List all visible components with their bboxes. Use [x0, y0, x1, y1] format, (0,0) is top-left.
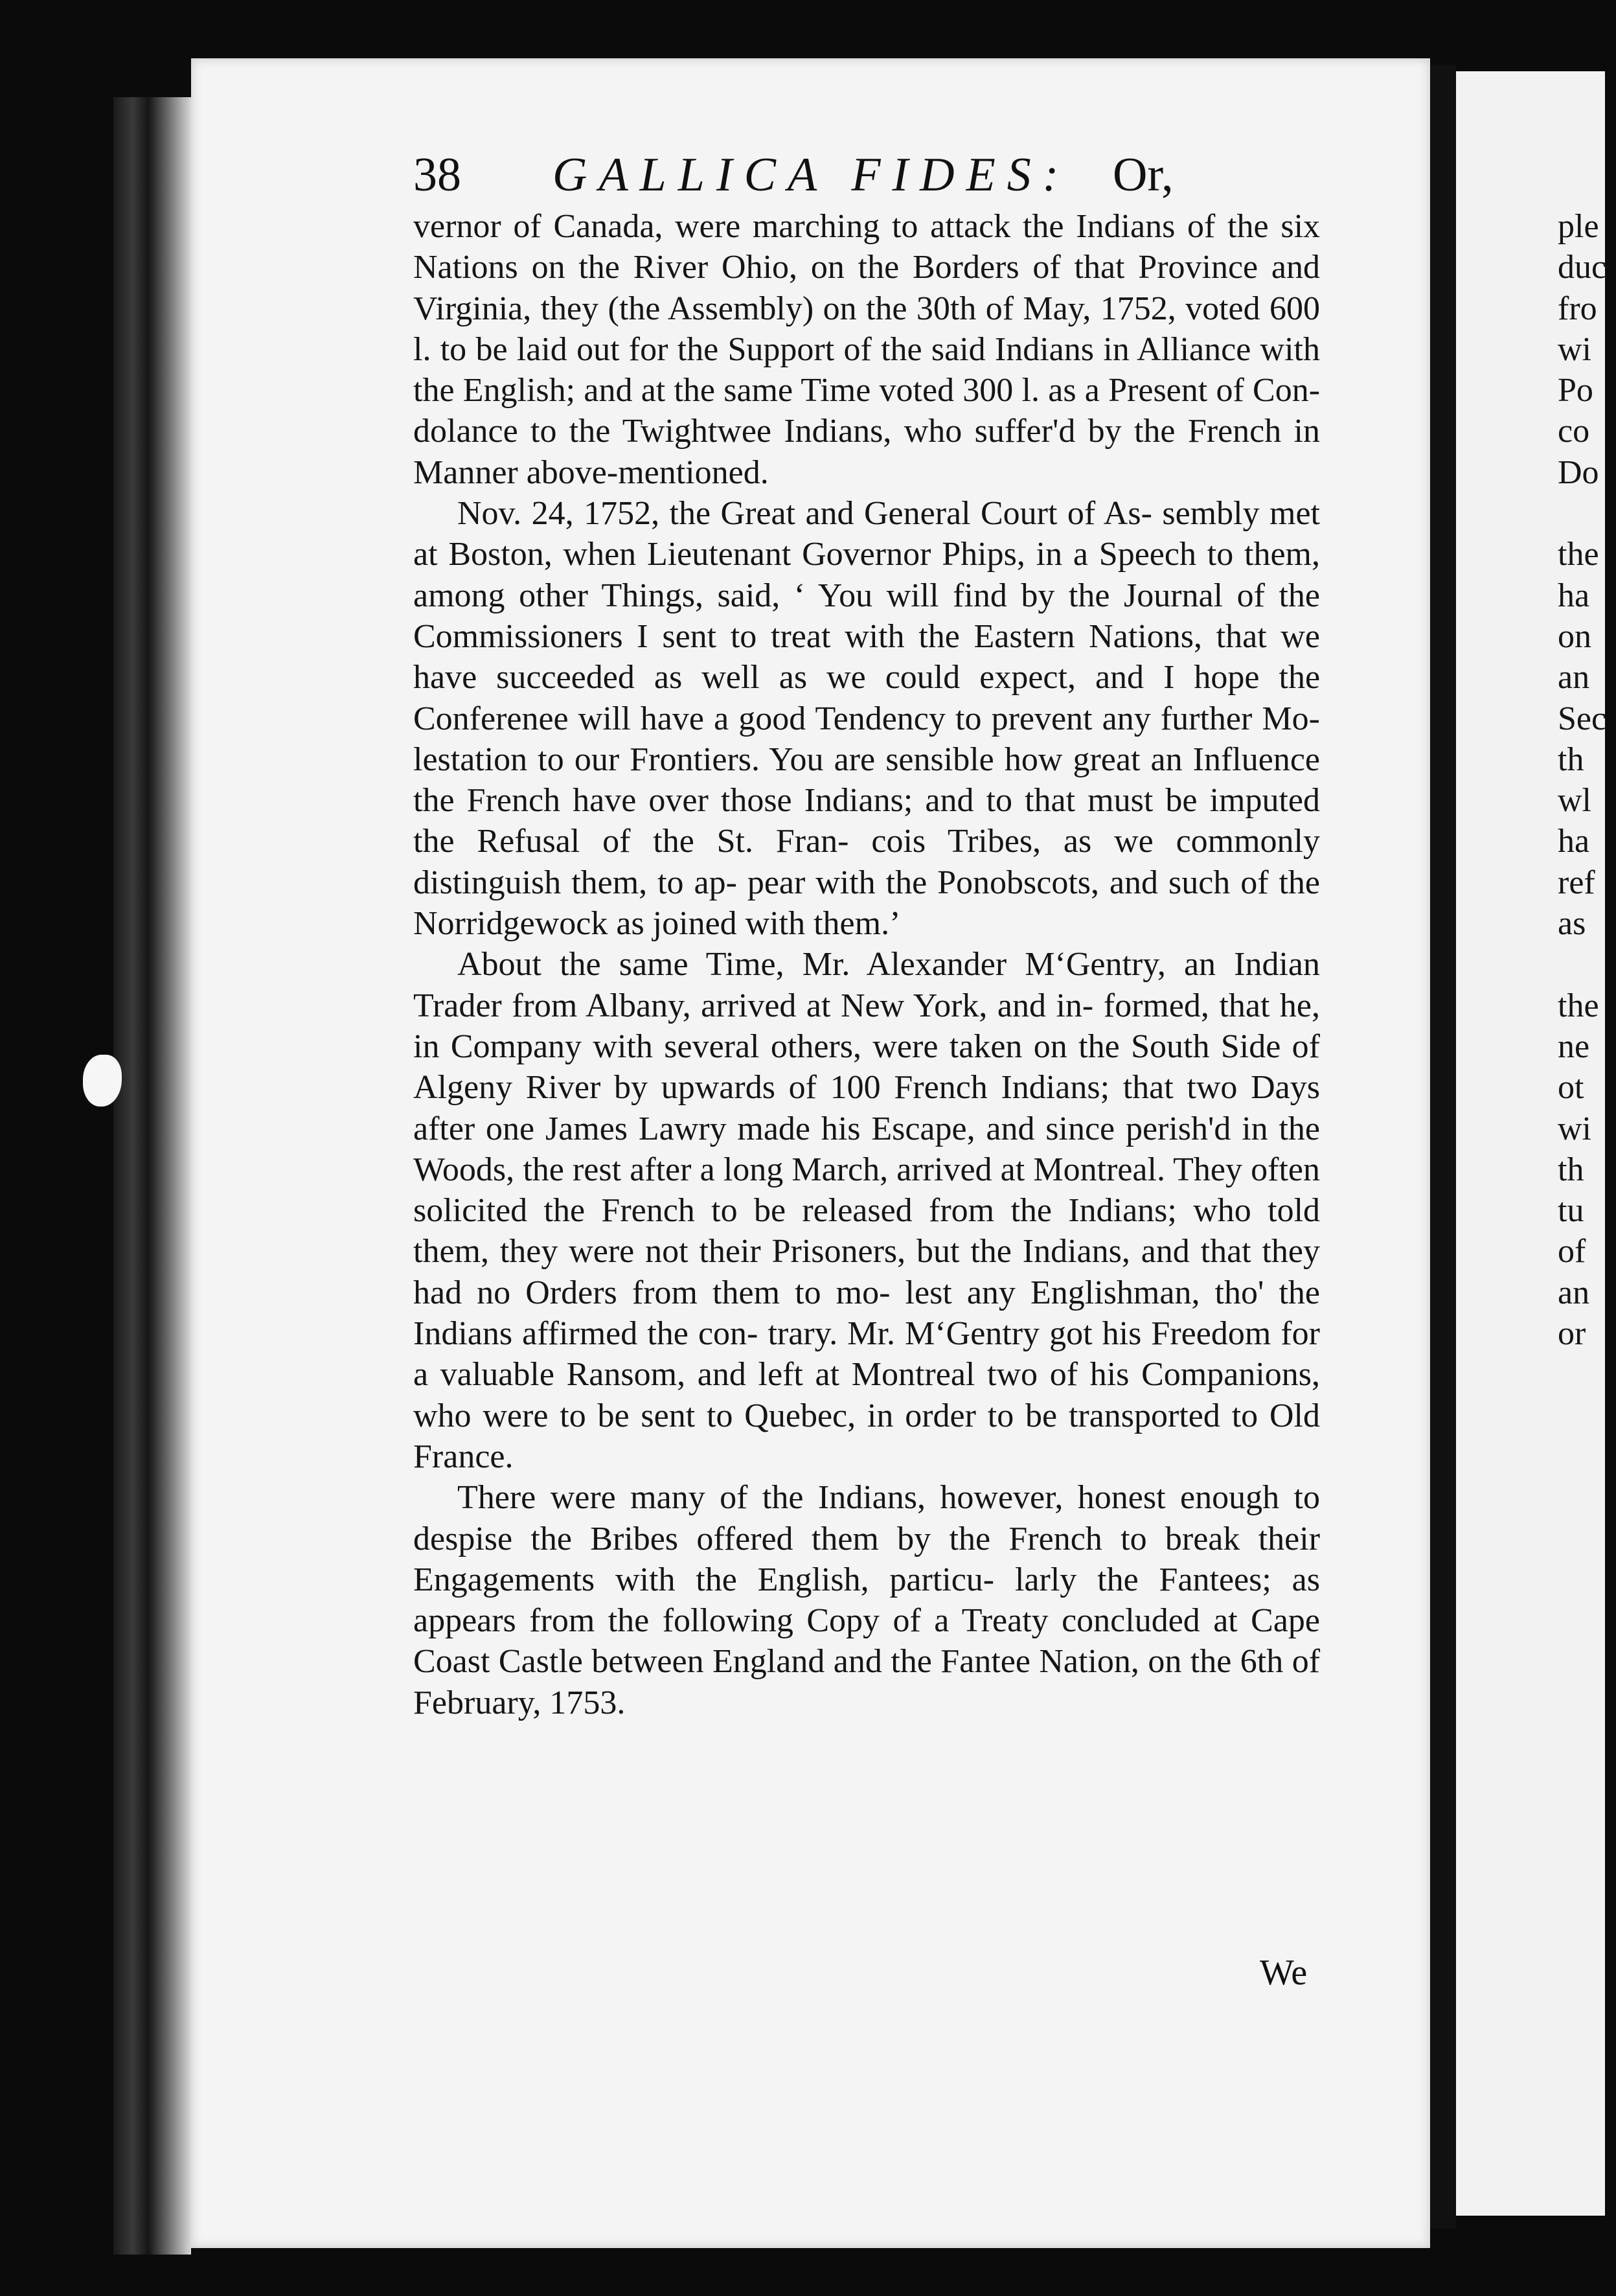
paragraph — [413, 206, 1320, 493]
next-page-line: ple — [1558, 208, 1599, 245]
text-line: as joined with them.’ — [616, 905, 901, 943]
next-page-line: ha — [1558, 577, 1590, 614]
text-line: Indians, and that they had no Orders from them to mo- — [413, 1233, 1321, 1311]
next-page-line: duc — [1558, 249, 1607, 286]
page-gutter — [1430, 65, 1456, 2229]
next-page-line — [1558, 944, 1616, 985]
text-line: About the same Time, Mr. Alexander M‘Gentry, an — [457, 946, 1216, 983]
text-line: dolance to the Twightwee Indians, who suffer'd by the — [413, 413, 1176, 450]
text-line: Support of the said Indians in Alliance with the English; — [413, 330, 1321, 409]
text-line: 30th of May, 1752, voted 600 l. to be laid out for the — [413, 290, 1321, 368]
text-line: Indian Trader from Albany, arrived at New York, and in- — [413, 946, 1321, 1024]
text-line: taken on the South Side of Algeny River by upwards of — [413, 1027, 1321, 1107]
body-text — [413, 206, 1320, 1723]
text-line: larly the Fantees; as appears from the following Copy of — [413, 1561, 1320, 1640]
next-page-line: th — [1558, 740, 1584, 778]
text-line: Nov. 24, 1752, the Great and General Court of As- — [457, 495, 1152, 533]
text-line: will find by the Journal of the Commissioners I sent to — [413, 577, 1321, 655]
text-line: in a Speech to them, among other Things, said, ‘ You — [413, 536, 1321, 614]
text-line: There were many of the Indians, however, honest — [457, 1479, 1166, 1517]
next-page-line: the — [1558, 987, 1599, 1024]
text-line: who told them, they were not their Prisoners, but the — [413, 1192, 1321, 1270]
next-page-line: th — [1558, 1151, 1584, 1188]
next-page-line: wi — [1558, 330, 1591, 368]
text-line: formed, that he, in Company with several others, were — [413, 987, 1320, 1065]
text-line: to that must be imputed the Refusal of the St. Fran- — [413, 782, 1321, 860]
text-line: to Old France. — [413, 1397, 1320, 1475]
text-line: pear with the Ponobscots, and such of the Norridgewock — [413, 864, 1320, 943]
running-title-end: Or, — [1113, 148, 1174, 201]
text-line: cois Tribes, as we commonly distinguish them, to ap- — [413, 823, 1320, 901]
paragraph — [413, 1477, 1320, 1723]
text-line: of the six Nations on the River Ohio, on the Borders of — [413, 208, 1321, 286]
next-page-line: ne — [1558, 1027, 1590, 1065]
text-line: as well as we could expect, and I hope the Conferenee — [413, 659, 1321, 737]
text-line: Lawry made his Escape, and since perish'd in the Woods, — [413, 1110, 1321, 1188]
page-number: 38 — [413, 148, 461, 201]
text-line: that Province and Virginia, they (the Assembly) on the — [413, 249, 1321, 327]
next-page-line: the — [1558, 536, 1599, 573]
next-page-line: wi — [1558, 1110, 1591, 1147]
text-line: the rest after a long March, arrived at Montreal. They — [523, 1151, 1243, 1188]
next-page-text — [1558, 206, 1616, 1354]
next-page-line: of — [1558, 1233, 1586, 1270]
text-line: lest any Englishman, tho' the Indians affirmed the con- — [413, 1274, 1320, 1353]
text-line: who were to be sent to Quebec, in order to be transported — [413, 1397, 1220, 1434]
text-line: vernor of Canada, were marching to attack the Indians — [413, 208, 1176, 245]
text-line: sembly met at Boston, when Lieutenant Governor Phips, — [413, 495, 1320, 573]
text-line: lestation to our Frontiers. You are sensible how great — [413, 740, 1141, 778]
text-line: to break their Engagements with the English, particu- — [413, 1520, 1321, 1598]
book-edge — [113, 97, 191, 2255]
next-page-line: ref — [1558, 864, 1595, 901]
text-line: an Influence the French have over those Indians; and — [413, 740, 1320, 820]
next-page-line: Do — [1558, 453, 1599, 491]
next-page-line: as — [1558, 905, 1586, 943]
next-page-line: an — [1558, 659, 1590, 696]
text-line: a Treaty concluded at Cape Coast Castle between England — [413, 1602, 1321, 1681]
next-page-line: co — [1558, 413, 1590, 450]
next-page-line: or — [1558, 1315, 1586, 1353]
text-line: French in Manner above-mentioned. — [413, 413, 1320, 491]
next-page-line: Sec — [1558, 700, 1607, 737]
catchword: We — [1260, 1953, 1308, 1993]
next-page-line: ha — [1558, 823, 1590, 860]
text-line: trary. Mr. M‘Gentry got his Freedom for a valuable — [413, 1315, 1320, 1394]
running-header — [413, 136, 1320, 214]
next-page-line — [1558, 493, 1616, 534]
text-line: treat with the Eastern Nations, that we have succeeded — [413, 617, 1321, 696]
paragraph — [413, 944, 1320, 1477]
running-title: GALLICA FIDES: — [552, 148, 1071, 201]
next-page-line: Po — [1558, 372, 1593, 409]
text-line: 100 French Indians; that two Days after one James — [413, 1069, 1320, 1147]
text-line: often solicited the French to be released from the Indians; — [413, 1151, 1321, 1230]
text-line: enough to despise the Bribes offered them by the French — [413, 1479, 1321, 1557]
next-page-line: ot — [1558, 1069, 1584, 1107]
next-page-line: fro — [1558, 290, 1597, 327]
next-page-line: on — [1558, 617, 1591, 655]
text-line: will have a good Tendency to prevent any further Mo- — [578, 700, 1320, 737]
text-line: Ransom, and left at Montreal two of his Companions, — [566, 1356, 1321, 1394]
next-page-line: tu — [1558, 1192, 1584, 1230]
paragraph — [413, 493, 1320, 944]
next-page-line: wl — [1558, 782, 1591, 820]
next-page-line: an — [1558, 1274, 1590, 1311]
text-line: and at the same Time voted 300 l. as a Present of Con- — [584, 372, 1321, 409]
text-line: and the Fantee Nation, on the 6th of February, 1753. — [413, 1643, 1321, 1721]
